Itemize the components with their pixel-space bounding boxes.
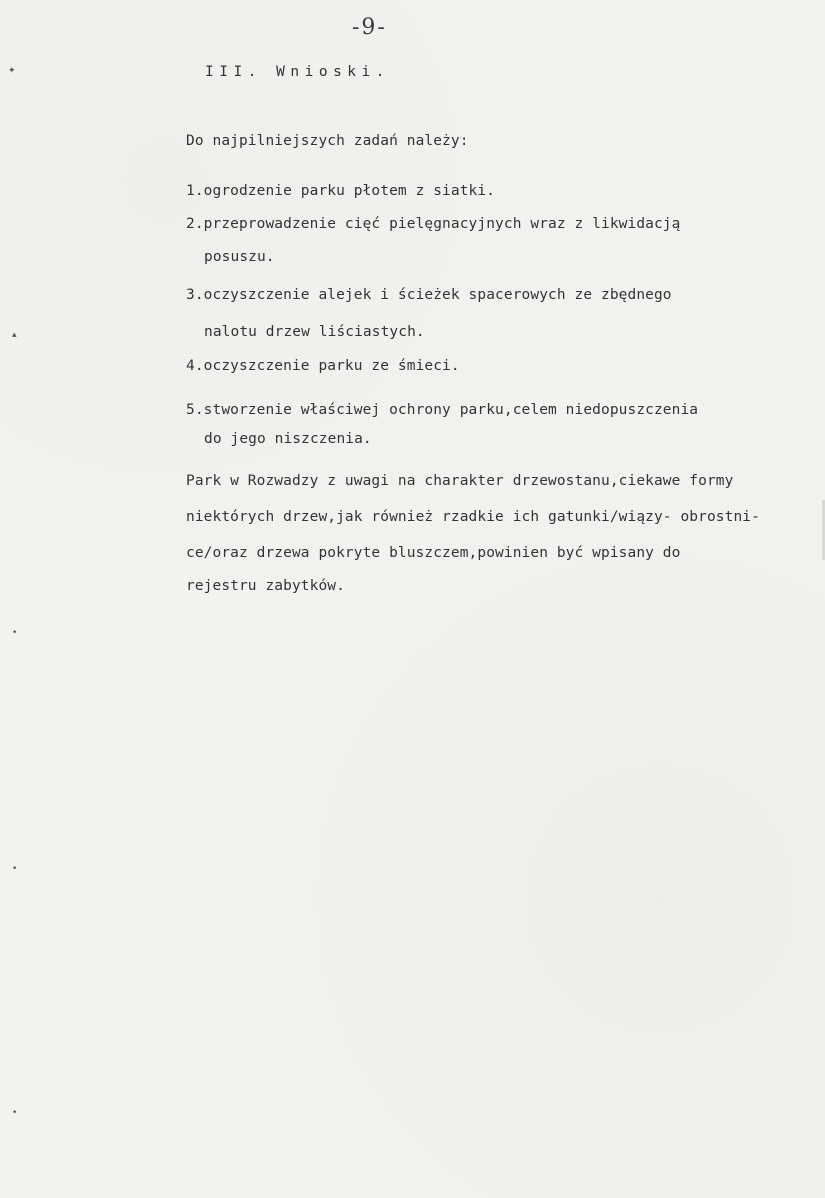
conclusion-line-3: ce/oraz drzewa pokryte bluszczem,powinien być wpisany do <box>186 545 681 561</box>
section-heading: III. Wnioski. <box>205 64 390 80</box>
list-item-3: 3.oczyszczenie alejek i ścieżek spacerowych ze zbędnego <box>186 287 672 303</box>
margin-mark: ▴ <box>12 330 17 340</box>
list-item-5-continuation: do jego niszczenia. <box>204 431 372 447</box>
conclusion-line-4: rejestru zabytków. <box>186 578 345 594</box>
list-item-4: 4.oczyszczenie parku ze śmieci. <box>186 358 460 374</box>
margin-mark: ✦ <box>8 66 16 76</box>
conclusion-line-1: Park w Rozwadzy z uwagi na charakter drzewostanu,ciekawe formy <box>186 473 734 489</box>
margin-mark: • <box>12 1108 18 1118</box>
margin-mark: • <box>12 864 18 874</box>
list-item-2-continuation: posuszu. <box>204 249 275 265</box>
intro-text: Do najpilniejszych zadań należy: <box>186 133 469 149</box>
list-item-1: 1.ogrodzenie parku płotem z siatki. <box>186 183 496 199</box>
list-item-5: 5.stworzenie właściwej ochrony parku,celem niedopuszczenia <box>186 402 699 418</box>
list-item-3-continuation: nalotu drzew liściastych. <box>204 324 425 340</box>
page-number: -9- <box>352 15 387 40</box>
margin-mark: • <box>12 628 18 638</box>
list-item-2: 2.przeprowadzenie cięć pielęgnacyjnych wraz z likwidacją <box>186 216 681 232</box>
conclusion-line-2: niektórych drzew,jak również rzadkie ich gatunki/wiązy- obrostni- <box>186 509 760 525</box>
